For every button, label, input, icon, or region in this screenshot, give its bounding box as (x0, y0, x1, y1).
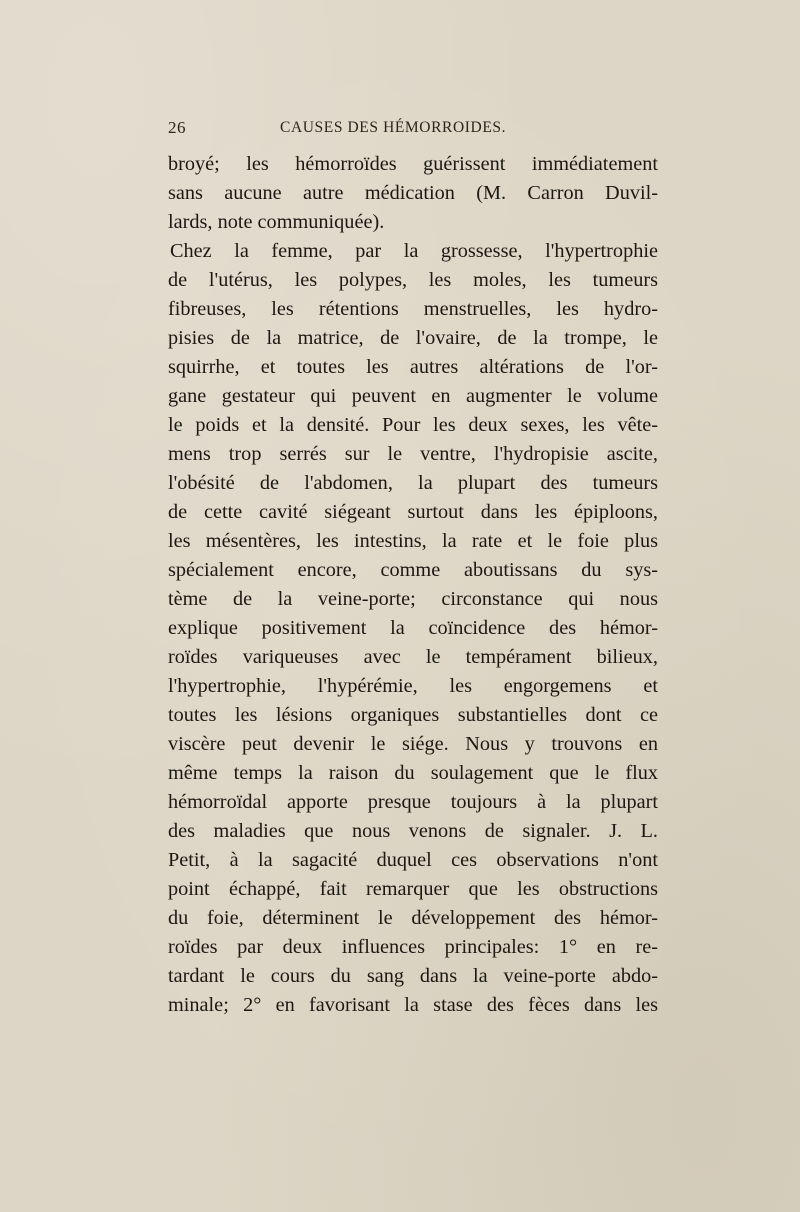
text-line: même temps la raison du soulagement que le flux (168, 762, 658, 784)
text-line: tème de la veine-porte; circonstance qui nous (168, 588, 658, 610)
text-line: roïdes par deux influences principales: 1° en re- (168, 936, 658, 958)
text-line: pisies de la matrice, de l'ovaire, de la trompe, le (168, 327, 658, 349)
text-line: squirrhe, et toutes les autres altérations de l'or- (168, 356, 658, 378)
text-line: fibreuses, les rétentions menstruelles, les hydro- (168, 298, 658, 320)
text-line: viscère peut devenir le siége. Nous y trouvons en (168, 733, 658, 755)
text-line: hémorroïdal apporte presque toujours à la plupart (168, 791, 658, 813)
text-line: l'hypertrophie, l'hypérémie, les engorgemens et (168, 675, 658, 697)
text-line: toutes les lésions organiques substantielles dont ce (168, 704, 658, 726)
text-line: spécialement encore, comme aboutissans du sys- (168, 559, 658, 581)
running-head (168, 118, 660, 144)
text-line: de cette cavité siégeant surtout dans les épiploons, (168, 501, 658, 523)
text-line: point échappé, fait remarquer que les obstructions (168, 878, 658, 900)
text-line: de l'utérus, les polypes, les moles, les tumeurs (168, 269, 658, 291)
text-line: Petit, à la sagacité duquel ces observations n'ont (168, 849, 658, 871)
body-text (168, 150, 658, 1020)
paragraph-start-line: Chez la femme, par la grossesse, l'hypertrophie (170, 240, 658, 262)
text-line: les mésentères, les intestins, la rate et le foie plus (168, 530, 658, 552)
text-line: roïdes variqueuses avec le tempérament bilieux, (168, 646, 658, 668)
text-line: sans aucune autre médication (M. Carron Duvil- (168, 182, 658, 204)
text-line: tardant le cours du sang dans la veine-porte abdo- (168, 965, 658, 987)
text-line: mens trop serrés sur le ventre, l'hydropisie ascite, (168, 443, 658, 465)
text-line: explique positivement la coïncidence des hémor- (168, 617, 658, 639)
text-line: du foie, déterminent le développement des hémor- (168, 907, 658, 929)
chapter-title: CAUSES DES HÉMORROIDES. (280, 119, 507, 136)
text-line: minale; 2° en favorisant la stase des fèces dans les (168, 994, 658, 1016)
text-line: l'obésité de l'abdomen, la plupart des tumeurs (168, 472, 658, 494)
text-line: des maladies que nous venons de signaler. J. L. (168, 820, 658, 842)
text-line: lards, note communiquée). (168, 211, 385, 233)
page-number: 26 (168, 118, 186, 137)
text-line: gane gestateur qui peuvent en augmenter le volume (168, 385, 658, 407)
text-line: broyé; les hémorroïdes guérissent immédiatement (168, 153, 658, 175)
text-line: le poids et la densité. Pour les deux sexes, les vête- (168, 414, 658, 436)
